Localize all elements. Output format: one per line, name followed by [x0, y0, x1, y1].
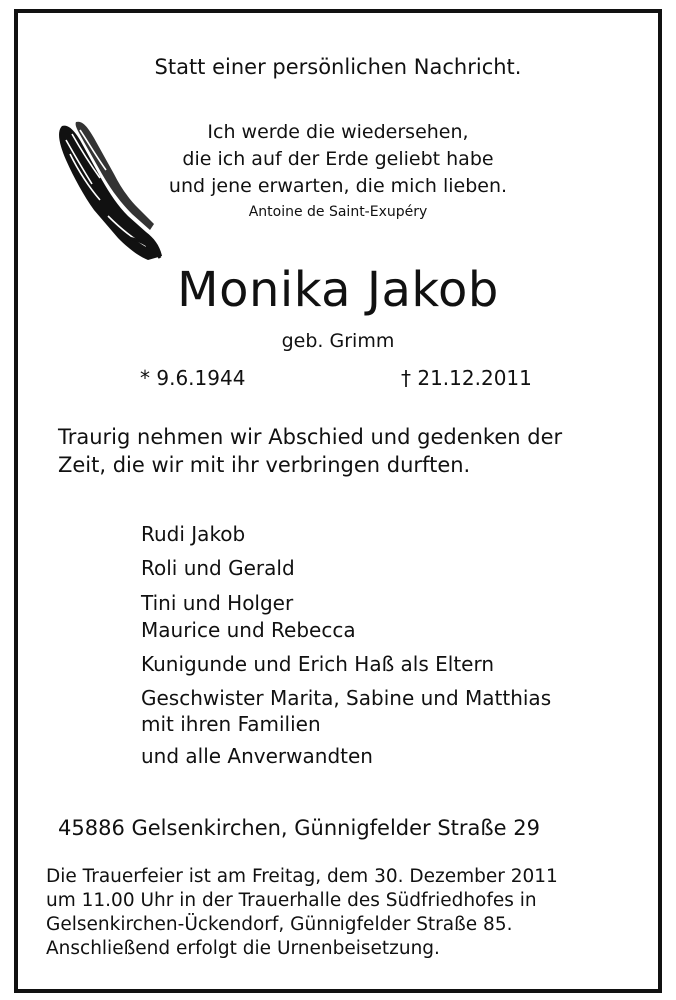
- family-address: 45886 Gelsenkirchen, Günnigfelder Straße 29: [58, 816, 540, 840]
- mourner-name: Rudi Jakob: [141, 522, 246, 546]
- service-line: Gelsenkirchen-Ückendorf, Günnigfelder Straße 85.: [46, 914, 513, 935]
- quote-line: und jene erwarten, die mich lieben.: [168, 175, 508, 197]
- mourner-name: Tini und Holger: [141, 591, 294, 615]
- mourner-name: Geschwister Marita, Sabine und Matthias: [141, 686, 552, 710]
- service-line: Die Trauerfeier ist am Freitag, dem 30. Dezember 2011: [46, 866, 558, 887]
- mourner-name: und alle Anverwandten: [141, 744, 373, 768]
- mourner-name: mit ihren Familien: [141, 712, 321, 736]
- deceased-name: Monika Jakob: [177, 262, 499, 318]
- mourner-name: Kunigunde und Erich Haß als Eltern: [141, 652, 495, 676]
- quote-line: die ich auf der Erde geliebt habe: [182, 148, 494, 170]
- service-line: um 11.00 Uhr in der Trauerhalle des Südfriedhofes in: [46, 890, 537, 911]
- message-line: Traurig nehmen wir Abschied und gedenken der: [58, 425, 563, 449]
- mourner-name: Maurice und Rebecca: [141, 618, 356, 642]
- birth-date: * 9.6.1944: [140, 366, 246, 390]
- quote-author: Antoine de Saint-Exupéry: [248, 204, 428, 220]
- maiden-name: geb. Grimm: [281, 330, 395, 352]
- intro-text: Statt einer persönlichen Nachricht.: [154, 55, 522, 79]
- service-line: Anschließend erfolgt die Urnenbeisetzung.: [46, 938, 440, 959]
- mourner-name: Roli und Gerald: [141, 556, 295, 580]
- quote-line: Ich werde die wiedersehen,: [207, 121, 469, 143]
- message-line: Zeit, die wir mit ihr verbringen durften.: [58, 453, 471, 477]
- death-date: † 21.12.2011: [401, 366, 532, 390]
